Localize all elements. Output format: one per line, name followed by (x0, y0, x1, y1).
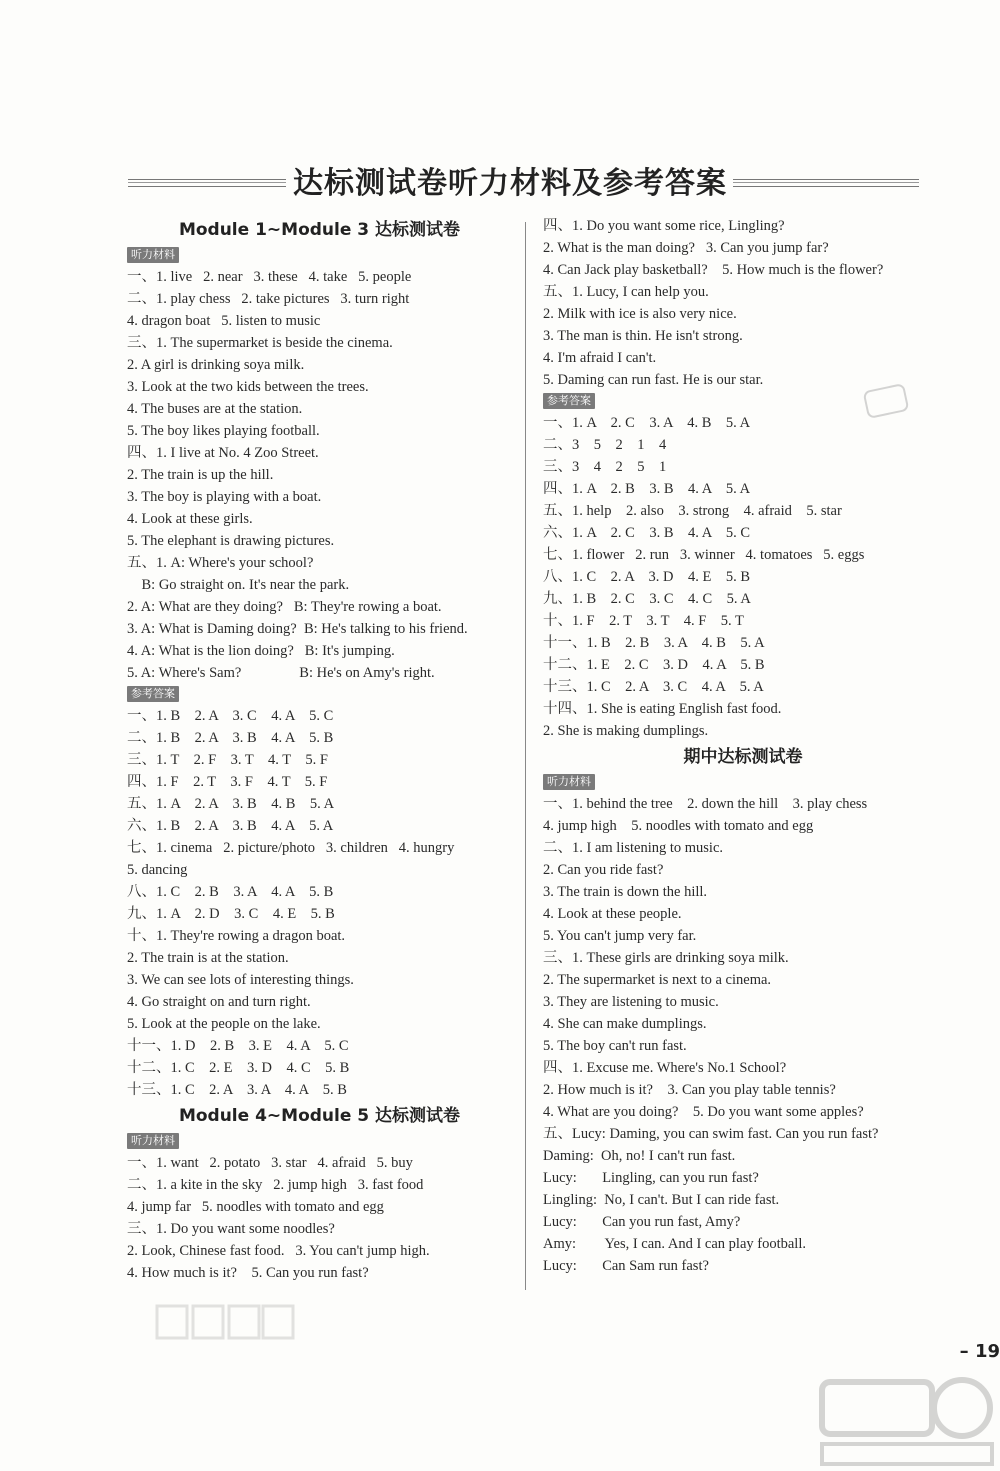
text-line: 5. Daming can run fast. He is our star. (543, 372, 764, 388)
text-line: 一、1. B 2. A 3. C 4. A 5. C (127, 708, 334, 724)
text-line: 三、1. T 2. F 3. T 4. T 5. F (127, 752, 328, 768)
text-line: 二、1. a kite in the sky 2. jump high 3. fast food (127, 1177, 424, 1193)
text-line: 十二、1. C 2. E 3. D 4. C 5. B (127, 1060, 350, 1076)
text-line: Lucy: Can Sam run fast? (543, 1258, 709, 1274)
text-line: 一、1. behind the tree 2. down the hill 3. play chess (543, 796, 868, 812)
text-line: 六、1. A 2. C 3. B 4. A 5. C (543, 525, 751, 541)
text-line: 十三、1. C 2. A 3. C 4. A 5. A (543, 679, 764, 695)
text-line: 2. The supermarket is next to a cinema. (543, 972, 772, 988)
text-line: 3. They are listening to music. (543, 994, 719, 1010)
text-line: 3. The man is thin. He isn't strong. (543, 328, 743, 344)
stamp-icon (862, 384, 910, 418)
text-line: 十四、1. She is eating English fast food. (543, 701, 782, 717)
section-title-midterm: 期中达标测试卷 (683, 747, 803, 767)
text-line: 3. The boy is playing with a boat. (127, 489, 322, 505)
answers-tag: 参考答案 (127, 686, 179, 702)
text-line: 4. Look at these people. (543, 906, 682, 922)
text-line: 2. Milk with ice is also very nice. (543, 306, 737, 322)
left-column (127, 215, 512, 1284)
listening-list-module4-5 (127, 1152, 512, 1284)
text-line: 四、1. A 2. B 3. B 4. A 5. A (543, 481, 751, 497)
text-line: 5. You can't jump very far. (543, 928, 697, 944)
text-line: 5. The boy likes playing football. (127, 423, 320, 439)
page-number: – 19 (959, 1341, 1000, 1362)
text-line: 2. What is the man doing? 3. Can you jump far? (543, 240, 829, 256)
text-line: 三、1. Do you want some noodles? (127, 1221, 335, 1237)
text-line: Amy: Yes, I can. And I can play football. (543, 1236, 806, 1252)
text-line: 4. I'm afraid I can't. (543, 350, 657, 366)
text-line: 七、1. flower 2. run 3. winner 4. tomatoes 5. eggs (543, 547, 865, 563)
listening-tag: 听力材料 (127, 1133, 179, 1149)
text-line: 4. How much is it? 5. Can you run fast? (127, 1265, 369, 1281)
title-rule-right (733, 179, 919, 187)
text-line: 一、1. want 2. potato 3. star 4. afraid 5. buy (127, 1155, 413, 1171)
text-line: 2. A: What are they doing? B: They're rowing a boat. (127, 599, 442, 615)
text-line: 二、1. play chess 2. take pictures 3. turn right (127, 291, 410, 307)
text-line: 八、1. C 2. B 3. A 4. A 5. B (127, 884, 334, 900)
text-line: 十三、1. C 2. A 3. A 4. A 5. B (127, 1082, 347, 1098)
text-line: 十、1. F 2. T 3. T 4. F 5. T (543, 613, 744, 629)
text-line: 4. Go straight on and turn right. (127, 994, 311, 1010)
listening-tag: 听力材料 (543, 774, 595, 790)
text-line: 2. The train is at the station. (127, 950, 289, 966)
text-line: 5. Look at the people on the lake. (127, 1016, 321, 1032)
text-line: 五、1. help 2. also 3. strong 4. afraid 5. star (543, 503, 842, 519)
page-title: 达标测试卷听力材料及参考答案 (293, 166, 727, 201)
answers-tag: 参考答案 (543, 393, 595, 409)
text-line: 十、1. They're rowing a dragon boat. (127, 928, 346, 944)
watermark-icon (155, 1302, 295, 1342)
text-line: 五、1. Lucy, I can help you. (543, 284, 709, 300)
title-rule-left (128, 179, 286, 187)
text-line: 2. Can you ride fast? (543, 862, 664, 878)
text-line: Lingling: No, I can't. But I can ride fast. (543, 1192, 780, 1208)
text-line: 3. We can see lots of interesting things. (127, 972, 354, 988)
answers-list-module1-3 (127, 705, 512, 1101)
text-line: 2. A girl is drinking soya milk. (127, 357, 305, 373)
text-line: 2. She is making dumplings. (543, 723, 709, 739)
text-line: 九、1. A 2. D 3. C 4. E 5. B (127, 906, 335, 922)
text-line: 3. The train is down the hill. (543, 884, 708, 900)
text-line: 3. A: What is Daming doing? B: He's talking to his friend. (127, 621, 468, 637)
answers-list-module4-5 (543, 412, 943, 742)
text-line: 二、1. I am listening to music. (543, 840, 724, 856)
text-line: 四、1. Do you want some rice, Lingling? (543, 218, 785, 234)
text-line: 十二、1. E 2. C 3. D 4. A 5. B (543, 657, 765, 673)
text-line: 四、1. F 2. T 3. F 4. T 5. F (127, 774, 328, 790)
text-line: 十一、1. B 2. B 3. A 4. B 5. A (543, 635, 765, 651)
text-line: 5. The boy can't run fast. (543, 1038, 687, 1054)
text-line: 一、1. live 2. near 3. these 4. take 5. people (127, 269, 412, 285)
text-line: 四、1. Excuse me. Where's No.1 School? (543, 1060, 787, 1076)
section-title-module4-5: Module 4~Module 5 达标测试卷 (178, 1106, 461, 1126)
listening-tag: 听力材料 (127, 247, 179, 263)
column-divider (525, 222, 526, 1290)
text-line: 三、1. These girls are drinking soya milk. (543, 950, 789, 966)
text-line: 4. dragon boat 5. listen to music (127, 313, 321, 329)
text-line: 5. A: Where's Sam? B: He's on Amy's right. (127, 665, 435, 681)
text-line: 一、1. A 2. C 3. A 4. B 5. A (543, 415, 751, 431)
text-line: 六、1. B 2. A 3. B 4. A 5. A (127, 818, 334, 834)
text-line: 4. Can Jack play basketball? 5. How much is the flower? (543, 262, 884, 278)
text-line: 5. dancing (127, 862, 188, 878)
text-line: 七、1. cinema 2. picture/photo 3. children 4. hungry (127, 840, 455, 856)
text-line: 五、1. A 2. A 3. B 4. B 5. A (127, 796, 335, 812)
text-line: 五、Lucy: Daming, you can swim fast. Can you run fast? (543, 1126, 879, 1142)
text-line: 五、1. A: Where's your school? (127, 555, 314, 571)
text-line: Lucy: Can you run fast, Amy? (543, 1214, 741, 1230)
text-line: Daming: Oh, no! I can't run fast. (543, 1148, 736, 1164)
corner-watermark-icon (812, 1368, 1000, 1471)
text-line: 2. Look, Chinese fast food. 3. You can't jump high. (127, 1243, 430, 1259)
text-line: 2. How much is it? 3. Can you play table tennis? (543, 1082, 836, 1098)
text-line: 四、1. I live at No. 4 Zoo Street. (127, 445, 319, 461)
text-line: 4. Look at these girls. (127, 511, 253, 527)
text-line: 十一、1. D 2. B 3. E 4. A 5. C (127, 1038, 349, 1054)
listening-list-module1-3 (127, 266, 512, 684)
text-line: B: Go straight on. It's near the park. (127, 577, 350, 593)
text-line: 2. The train is up the hill. (127, 467, 274, 483)
text-line: 4. The buses are at the station. (127, 401, 303, 417)
text-line: Lucy: Lingling, can you run fast? (543, 1170, 759, 1186)
listening-list-module4-5-cont (543, 215, 943, 391)
right-column (543, 215, 943, 1277)
text-line: 三、1. The supermarket is beside the cinema. (127, 335, 393, 351)
text-line: 九、1. B 2. C 3. C 4. C 5. A (543, 591, 751, 607)
title-bar (0, 162, 1000, 206)
section-title-module1-3: Module 1~Module 3 达标测试卷 (178, 220, 461, 240)
text-line: 二、1. B 2. A 3. B 4. A 5. B (127, 730, 334, 746)
text-line: 4. A: What is the lion doing? B: It's jumping. (127, 643, 395, 659)
text-line: 4. What are you doing? 5. Do you want some apples? (543, 1104, 864, 1120)
text-line: 4. She can make dumplings. (543, 1016, 707, 1032)
text-line: 八、1. C 2. A 3. D 4. E 5. B (543, 569, 751, 585)
text-line: 三、3 4 2 5 1 (543, 459, 667, 475)
text-line: 5. The elephant is drawing pictures. (127, 533, 335, 549)
text-line: 4. jump high 5. noodles with tomato and egg (543, 818, 814, 834)
listening-list-midterm (543, 793, 943, 1277)
text-line: 4. jump far 5. noodles with tomato and egg (127, 1199, 384, 1215)
text-line: 3. Look at the two kids between the trees. (127, 379, 369, 395)
text-line: 二、3 5 2 1 4 (543, 437, 667, 453)
